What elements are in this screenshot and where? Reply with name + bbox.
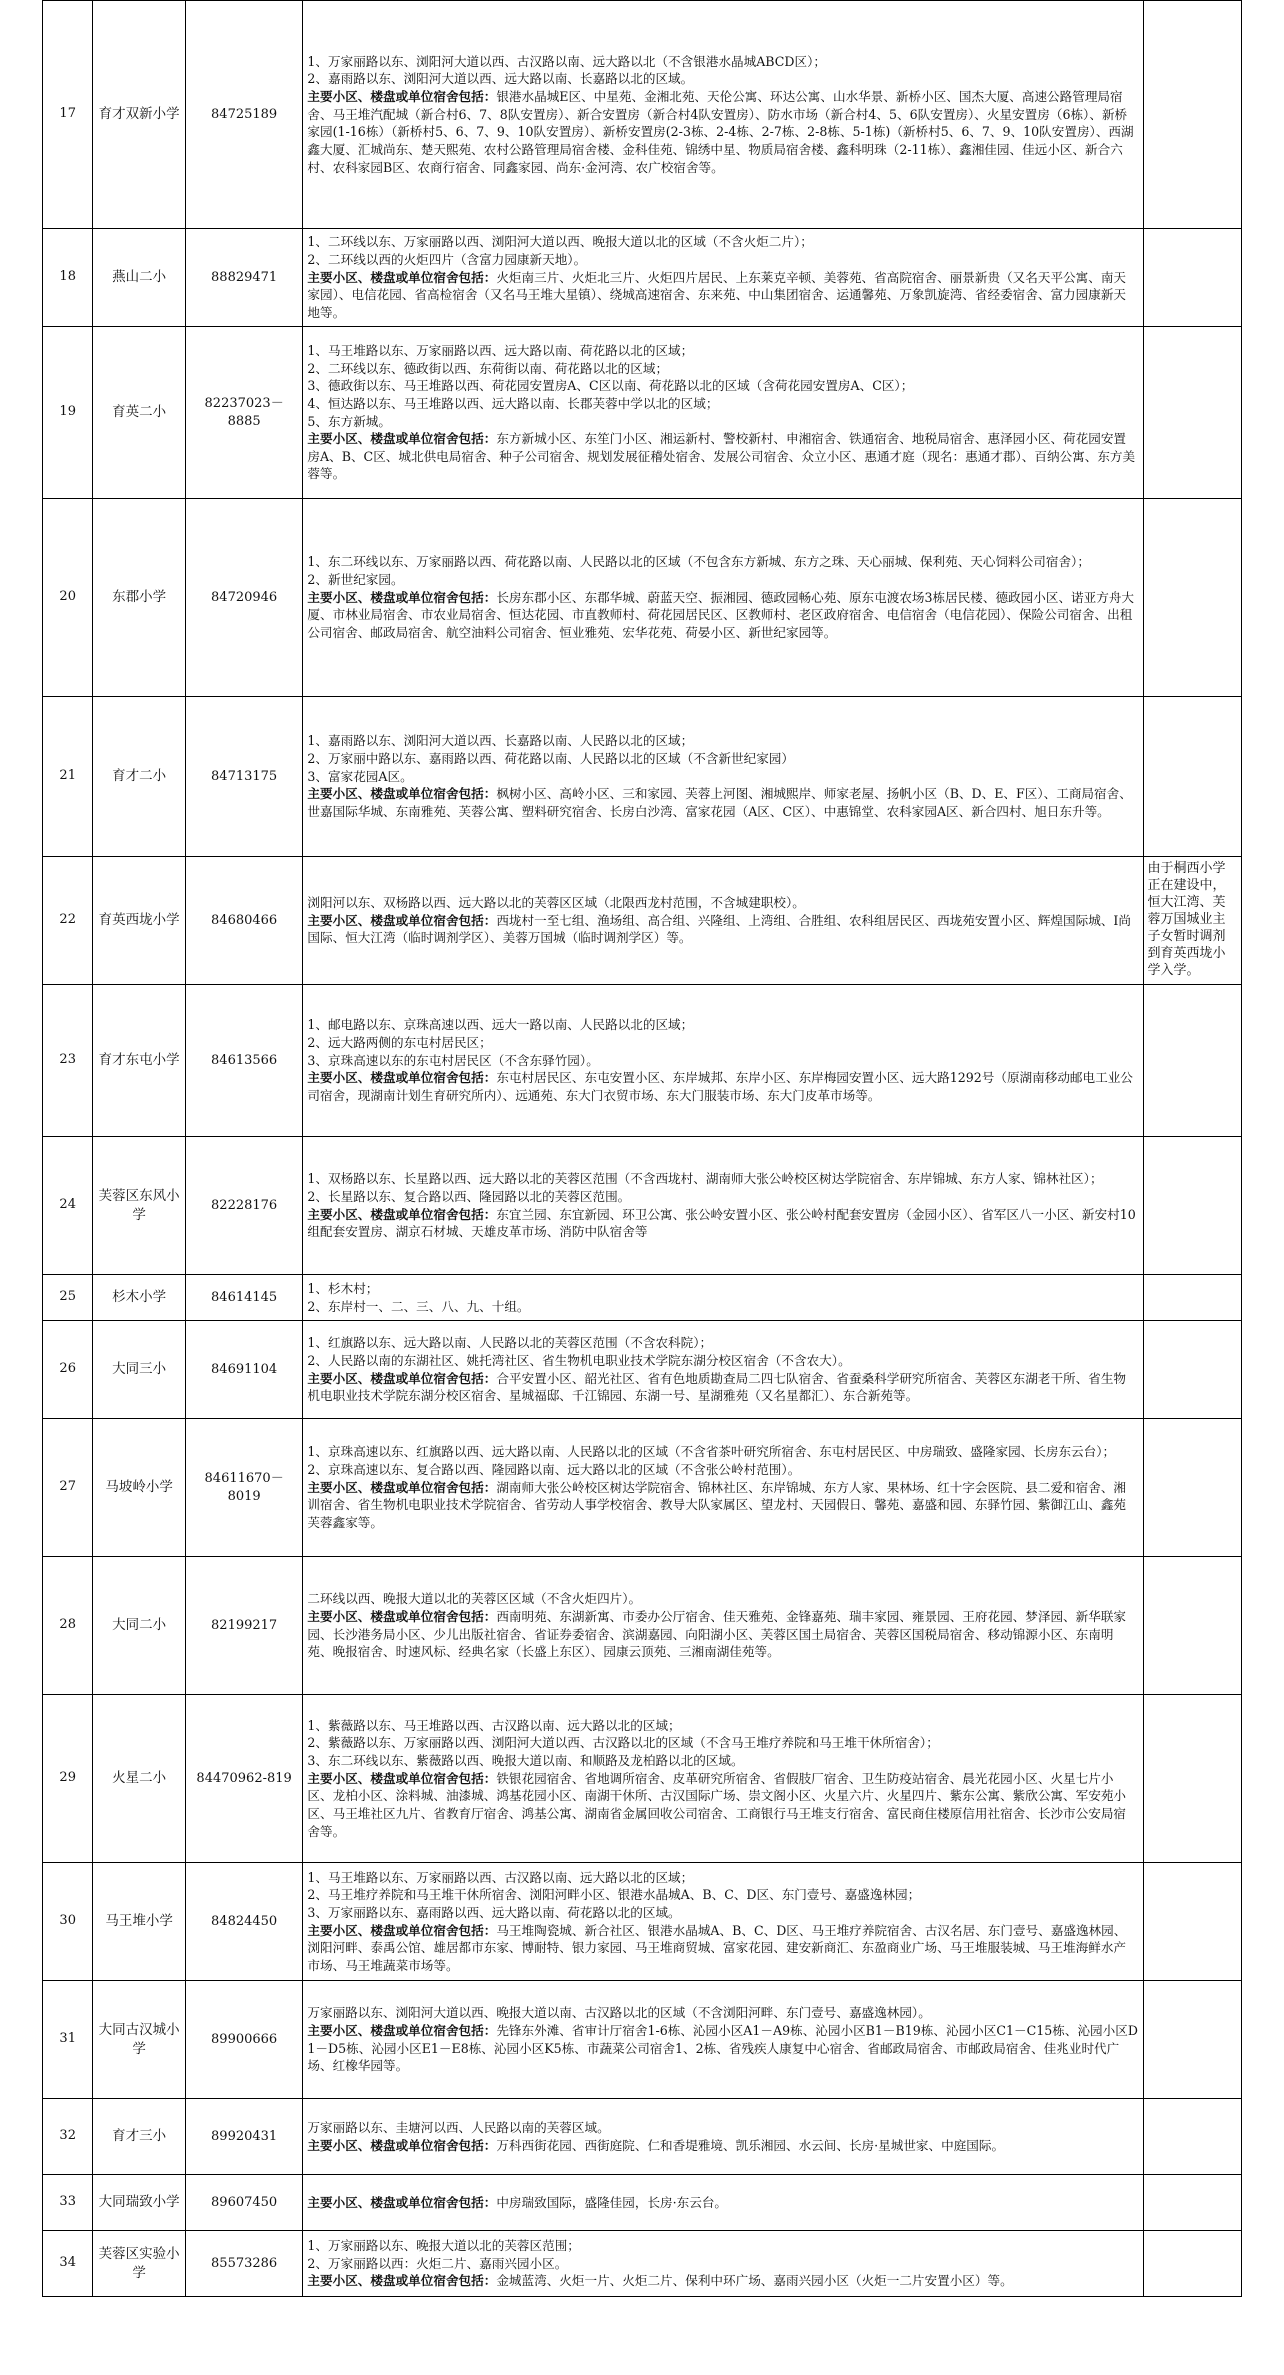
included-communities	[307, 1608, 1138, 1661]
table-row	[43, 1321, 1242, 1419]
row-number: 31	[43, 1981, 93, 2099]
table-row	[43, 229, 1242, 327]
school-name: 大同二小	[93, 1557, 185, 1695]
table-row	[43, 1137, 1242, 1275]
table-row	[43, 2231, 1242, 2297]
included-communities	[307, 785, 1138, 820]
row-number: 30	[43, 1863, 93, 1981]
remark	[1143, 1275, 1241, 1321]
included-communities-label: 主要小区、楼盘或单位宿舍包括：	[307, 1370, 497, 1386]
district-rule-line: 二环线以西、晚报大道以北的芙蓉区区域（不含火炬四片）。	[307, 1591, 642, 1607]
phone-number: 84713175	[185, 697, 303, 857]
phone-number: 84720946	[185, 499, 303, 697]
district-rule-line: 3、东二环线以东、紫薇路以西、晚报大道以南、和顺路及龙柏路以北的区域。	[307, 1753, 744, 1769]
phone-number: 88829471	[185, 229, 303, 327]
district-rule-line: 1、万家丽路以东、浏阳河大道以西、古汉路以南、远大路以北（不含银港水晶城ABCD区）；	[307, 53, 827, 69]
school-name: 育英西垅小学	[93, 857, 185, 985]
district-rule-line: 2、紫薇路以东、万家丽路以西、浏阳河大道以西、古汉路以北的区域（不含马王堆疗养院和马王堆干休所宿舍）；	[307, 1735, 939, 1751]
district-rule-line: 浏阳河以东、双杨路以西、远大路以北的芙蓉区区域（北限西龙村范围，不含城建职校）。	[307, 895, 805, 911]
school-name: 芙蓉区东风小学	[93, 1137, 185, 1275]
school-name: 燕山二小	[93, 229, 185, 327]
remark	[1143, 1, 1241, 229]
remark	[1143, 229, 1241, 327]
included-communities-list: 东宜兰园、东宜新园、环卫公寓、张公岭安置小区、张公岭村配套安置房（金园小区）、省军区八一小区、新安村10组配套安置房、湖京石材城、天雄皮革市场、消防中队宿舍等	[307, 1206, 1136, 1240]
phone-number: 82228176	[185, 1137, 303, 1275]
district-rule-line: 3、京珠高速以东的东屯村居民区（不含东驿竹园）。	[307, 1052, 599, 1068]
included-communities	[307, 430, 1138, 483]
district-description	[303, 2175, 1143, 2231]
district-rule-line: 3、富家花园A区。	[307, 768, 413, 784]
district-rule-line: 2、嘉雨路以东、浏阳河大道以西、远大路以南、长嘉路以北的区域。	[307, 71, 694, 87]
remark	[1143, 2231, 1241, 2297]
district-rule-line: 1、二环线以东、万家丽路以西、浏阳河大道以西、晚报大道以北的区域（不含火炬二片）；	[307, 234, 813, 250]
remark: 由于桐西小学正在建设中，恒大江湾、芙蓉万国城业主子女暂时调剂到育英西垅小学入学。	[1143, 857, 1241, 985]
included-communities-list: 万科西街花园、西街庭院、仁和香堤雅境、凯乐湘园、水云间、长房·星城世家、中庭国际。	[496, 2137, 1005, 2153]
phone-number: 84680466	[185, 857, 303, 985]
remark	[1143, 327, 1241, 499]
school-name: 育才双新小学	[93, 1, 185, 229]
district-description	[303, 1557, 1143, 1695]
included-communities-label: 主要小区、楼盘或单位宿舍包括：	[307, 1770, 497, 1786]
district-rule-line: 1、东二环线以东、万家丽路以西、荷花路以南、人民路以北的区域（不包含东方新城、东方之珠、天心丽城、保利苑、天心饲料公司宿舍）；	[307, 554, 1090, 570]
district-rule-line: 3、德政街以东、马王堆路以西、荷花园安置房A、C区以南、荷花路以北的区域（含荷花园安置房A、C区）；	[307, 378, 914, 394]
district-rule-line: 1、双杨路以东、长星路以西、远大路以北的芙蓉区范围（不含西垅村、湖南师大张公岭校区树达学院宿舍、东岸锦城、东方人家、锦林社区）；	[307, 1171, 1103, 1187]
included-communities-label: 主要小区、楼盘或单位宿舍包括：	[307, 1206, 497, 1222]
school-name: 育英二小	[93, 327, 185, 499]
remark	[1143, 1137, 1241, 1275]
phone-number: 89900666	[185, 1981, 303, 2099]
included-communities	[307, 2137, 1138, 2155]
school-name: 马王堆小学	[93, 1863, 185, 1981]
included-communities	[307, 1206, 1138, 1241]
row-number: 24	[43, 1137, 93, 1275]
included-communities-label: 主要小区、楼盘或单位宿舍包括：	[307, 2022, 497, 2038]
row-number: 28	[43, 1557, 93, 1695]
district-rule-line: 1、红旗路以东、远大路以南、人民路以北的芙蓉区范围（不含农科院）；	[307, 1335, 713, 1351]
table-row	[43, 1981, 1242, 2099]
school-name: 芙蓉区实验小学	[93, 2231, 185, 2297]
remark	[1143, 985, 1241, 1137]
district-description	[303, 2231, 1143, 2297]
included-communities-list: 东屯村居民区、东屯安置小区、东岸城邦、东岸小区、东岸梅园安置小区、远大路1292号（原湖南移动邮电工业公司宿舍，现湖南计划生育研究所内）、远通苑、东大门衣贸市场、东大门服装市场、东大门皮革市场等。	[307, 1070, 1133, 1103]
phone-number: 85573286	[185, 2231, 303, 2297]
included-communities	[307, 589, 1138, 642]
district-rule-line: 1、万家丽路以东、晚报大道以北的芙蓉区范围；	[307, 2238, 580, 2254]
row-number: 17	[43, 1, 93, 229]
remark	[1143, 1695, 1241, 1863]
table-row	[43, 1275, 1242, 1321]
district-description	[303, 1863, 1143, 1981]
row-number: 27	[43, 1419, 93, 1557]
school-name: 大同瑞致小学	[93, 2175, 185, 2231]
school-name: 杉木小学	[93, 1275, 185, 1321]
included-communities	[307, 88, 1138, 176]
district-rule-line: 1、紫薇路以东、马王堆路以西、古汉路以南、远大路以北的区域；	[307, 1717, 681, 1733]
included-communities	[307, 1479, 1138, 1532]
district-description	[303, 1981, 1143, 2099]
school-name: 大同三小	[93, 1321, 185, 1419]
included-communities-list: 中房瑞致国际，盛隆佳园，长房·东云台。	[496, 2194, 728, 2210]
district-rule-line: 1、马王堆路以东、万家丽路以西、古汉路以南、远大路以北的区域；	[307, 1869, 694, 1885]
district-description	[303, 2099, 1143, 2175]
district-description	[303, 1419, 1143, 1557]
included-communities	[307, 912, 1138, 947]
row-number: 33	[43, 2175, 93, 2231]
district-rule-line: 万家丽路以东、浏阳河大道以西、晚报大道以南、古汉路以北的区域（不含浏阳河畔、东门壹号、嘉盛逸林园）。	[307, 2005, 931, 2021]
included-communities	[307, 2272, 1138, 2290]
table-row	[43, 499, 1242, 697]
district-description	[303, 1275, 1143, 1321]
included-communities-label: 主要小区、楼盘或单位宿舍包括：	[307, 1922, 497, 1938]
included-communities	[307, 269, 1138, 322]
included-communities-label: 主要小区、楼盘或单位宿舍包括：	[307, 269, 497, 285]
included-communities-list: 枫树小区、高岭小区、三和家园、芙蓉上河图、湘城熙岸、师家老屋、扬帆小区（B、D、E、F区）、工商局宿舍、世嘉国际华城、东南雅苑、芙蓉公寓、塑料研究宿舍、长房白沙湾、富家花园（A区、C区）、中惠锦堂、农科家园A区、新合四村、旭日东升等。	[307, 786, 1132, 819]
phone-number: 84613566	[185, 985, 303, 1137]
included-communities	[307, 1370, 1138, 1405]
table-row	[43, 1695, 1242, 1863]
row-number: 19	[43, 327, 93, 499]
district-rule-line: 2、远大路两侧的东屯村居民区；	[307, 1035, 492, 1051]
included-communities	[307, 1069, 1138, 1104]
phone-number: 84614145	[185, 1275, 303, 1321]
district-rule-line: 2、东岸村一、二、三、八、九、十组。	[307, 1298, 530, 1314]
included-communities-list: 马王堆陶瓷城、新合社区、银港水晶城A、B、C、D区、马王堆疗养院宿舍、古汉名居、东门壹号、嘉盛逸林园、浏阳河畔、泰禹公馆、雄居都市东家、博耐特、银力家园、马王堆商贸城、富家花园、建安新商汇、东盈商业广场、马王堆服装城、马王堆海鲜水产市场、马王堆蔬菜市场等。	[307, 1922, 1127, 1973]
district-rule-line: 1、京珠高速以东、红旗路以西、远大路以南、人民路以北的区域（不含省茶叶研究所宿舍、东屯村居民区、中房瑞致、盛隆家园、长房东云台）；	[307, 1444, 1116, 1460]
district-description	[303, 857, 1143, 985]
district-rule-line: 1、嘉雨路以东、浏阳河大道以西、长嘉路以南、人民路以北的区域；	[307, 733, 694, 749]
school-name: 马坡岭小学	[93, 1419, 185, 1557]
district-rule-line: 万家丽路以东、圭塘河以西、人民路以南的芙蓉区域。	[307, 2119, 610, 2135]
district-description	[303, 327, 1143, 499]
row-number: 23	[43, 985, 93, 1137]
school-district-table	[42, 0, 1242, 2297]
included-communities	[307, 1770, 1138, 1841]
table-body	[43, 1, 1242, 2297]
row-number: 25	[43, 1275, 93, 1321]
district-description	[303, 1321, 1143, 1419]
row-number: 26	[43, 1321, 93, 1419]
included-communities-list: 长房东郡小区、东郡华城、蔚蓝天空、振湘园、德政园畅心苑、原东屯渡农场3栋居民楼、德政园小区、诺亚方舟大厦、市林业局宿舍、市农业局宿舍、恒达花园、市直教师村、荷花园居民区、区教师村、老区政府宿舍、电信宿舍（电信花园）、保险公司宿舍、出租公司宿舍、邮政局宿舍、航空油料公司宿舍、恒业雅苑、宏华花苑、荷晏小区、新世纪家园等。	[307, 589, 1135, 640]
district-rule-line: 2、二环线以东、德政街以西、东荷街以南、荷花路以北的区域；	[307, 360, 669, 376]
remark	[1143, 1981, 1241, 2099]
district-rule-line: 2、新世纪家园。	[307, 572, 404, 588]
included-communities	[307, 2194, 1138, 2212]
phone-number: 89920431	[185, 2099, 303, 2175]
included-communities-label: 主要小区、楼盘或单位宿舍包括：	[307, 431, 497, 447]
district-rule-line: 3、万家丽路以东、嘉雨路以西、远大路以南、荷花路以北的区域。	[307, 1904, 681, 1920]
district-rule-line: 1、马王堆路以东、万家丽路以西、远大路以南、荷花路以北的区域；	[307, 343, 694, 358]
remark	[1143, 1321, 1241, 1419]
district-rule-line: 2、万家丽路以西：火炬二片、嘉雨兴园小区。	[307, 2255, 568, 2271]
phone-number: 82199217	[185, 1557, 303, 1695]
included-communities-label: 主要小区、楼盘或单位宿舍包括：	[307, 786, 497, 802]
district-description	[303, 229, 1143, 327]
included-communities	[307, 1922, 1138, 1975]
row-number: 32	[43, 2099, 93, 2175]
included-communities-list: 东方新城小区、东笙门小区、湘运新村、警校新村、申湘宿舍、铁通宿舍、地税局宿舍、惠泽园小区、荷花园安置房A、B、C区、城北供电局宿舍、种子公司宿舍、规划发展征稽处宿舍、发展公司宿舍、众立小区、惠通才庭（现名：惠通才郡）、百纳公寓、东方美蓉等。	[307, 431, 1136, 482]
remark	[1143, 2099, 1241, 2175]
phone-number: 84824450	[185, 1863, 303, 1981]
included-communities-label: 主要小区、楼盘或单位宿舍包括：	[307, 89, 497, 105]
phone-number: 84725189	[185, 1, 303, 229]
district-rule-line: 4、恒达路以东、马王堆路以西、远大路以南、长郡芙蓉中学以北的区域；	[307, 395, 719, 411]
included-communities-label: 主要小区、楼盘或单位宿舍包括：	[307, 1608, 497, 1624]
table-row	[43, 1863, 1242, 1981]
included-communities-list: 西南明苑、东湖新寓、市委办公厅宿舍、佳天雅苑、金锋嘉苑、瑞丰家园、雍景园、王府花园、梦泽园、新华联家园、长沙港务局小区、少儿出版社宿舍、省证券委宿舍、滨湖嘉园、向阳湖小区、芙蓉区国土局宿舍、芙蓉区国税局宿舍、移动锦源小区、东南明苑、晚报宿舍、时速风标、经典名家（长盛上东区）、园康云顶苑、三湘南湖佳苑等。	[307, 1608, 1127, 1660]
table-row	[43, 2099, 1242, 2175]
row-number: 18	[43, 229, 93, 327]
table-row	[43, 327, 1242, 499]
district-rule-line: 2、万家丽中路以东、嘉雨路以西、荷花路以南、人民路以北的区域（不含新世纪家园）	[307, 751, 794, 767]
included-communities-label: 主要小区、楼盘或单位宿舍包括：	[307, 589, 497, 605]
remark	[1143, 499, 1241, 697]
district-description	[303, 697, 1143, 857]
included-communities-label: 主要小区、楼盘或单位宿舍包括：	[307, 2137, 497, 2153]
district-rule-line: 1、邮电路以东、京珠高速以西、远大一路以南、人民路以北的区域；	[307, 1017, 694, 1033]
row-number: 20	[43, 499, 93, 697]
included-communities-list: 金城蓝湾、火炬一片、火炬二片、保利中环广场、嘉雨兴园小区（火炬一二片安置小区）等。	[496, 2273, 1013, 2289]
included-communities-list: 西垅村一至七组、渔场组、高合组、兴隆组、上湾组、合胜组、农科组居民区、西垅苑安置小区、辉煌国际城、I尚国际、恒大江湾（临时调剂学区）、美蓉万国城（临时调剂学区）等。	[307, 912, 1131, 946]
phone-number: 84611670－8019	[185, 1419, 303, 1557]
school-name: 育才东屯小学	[93, 985, 185, 1137]
included-communities-label: 主要小区、楼盘或单位宿舍包括：	[307, 2273, 497, 2289]
district-description	[303, 985, 1143, 1137]
included-communities-label: 主要小区、楼盘或单位宿舍包括：	[307, 912, 497, 928]
table-row	[43, 2175, 1242, 2231]
included-communities-label: 主要小区、楼盘或单位宿舍包括：	[307, 2194, 497, 2210]
remark	[1143, 1419, 1241, 1557]
row-number: 21	[43, 697, 93, 857]
included-communities-list: 铁银花园宿舍、省地调所宿舍、皮革研究所宿舍、省假肢厂宿舍、卫生防疫站宿舍、晨光花园小区、火星七片小区、龙柏小区、涂料城、油漆城、鸿基花园小区、南湖干休所、古汉国际广场、崇文阁小区、火星六片、火星四片、紫东公寓、紫欣公寓、军安苑小区、马王堆社区九片、省教育厅宿舍、鸿基公寓、湖南省金属回收公司宿舍、工商银行马王堆支行宿舍、富民商住楼原信用社宿舍、长沙市公安局宿舍等。	[307, 1770, 1127, 1839]
phone-number: 84691104	[185, 1321, 303, 1419]
school-name: 火星二小	[93, 1695, 185, 1863]
district-rule-line: 2、京珠高速以东、复合路以西、隆园路以南、远大路以北的区域（不含张公岭村范围）。	[307, 1462, 801, 1478]
table-row	[43, 985, 1242, 1137]
district-description	[303, 1137, 1143, 1275]
included-communities-label: 主要小区、楼盘或单位宿舍包括：	[307, 1479, 497, 1495]
school-name: 育才三小	[93, 2099, 185, 2175]
remark	[1143, 1863, 1241, 1981]
table-row	[43, 697, 1242, 857]
table-row	[43, 857, 1242, 985]
row-number: 34	[43, 2231, 93, 2297]
table-row	[43, 1, 1242, 229]
phone-number: 89607450	[185, 2175, 303, 2231]
district-rule-line: 2、二环线以西的火炬四片（含富力园康新天地）。	[307, 252, 587, 268]
school-name: 东郡小学	[93, 499, 185, 697]
district-description	[303, 499, 1143, 697]
district-rule-line: 5、东方新城。	[307, 413, 391, 429]
included-communities-list: 湖南师大张公岭校区树达学院宿舍、锦林社区、东岸锦城、东方人家、果林场、红十字会医院、县二爱和宿舍、湘训宿舍、省生物机电职业技术学院宿舍、省劳动人事学校宿舍、教导大队家属区、望龙村、天园假日、馨苑、嘉盛和园、东驿竹园、紫御江山、鑫苑芙蓉鑫家等。	[307, 1479, 1127, 1530]
included-communities-label: 主要小区、楼盘或单位宿舍包括：	[307, 1070, 497, 1086]
row-number: 29	[43, 1695, 93, 1863]
included-communities	[307, 2022, 1138, 2075]
remark	[1143, 2175, 1241, 2231]
district-rule-line: 2、长星路以东、复合路以西、隆园路以北的芙蓉区范围。	[307, 1188, 631, 1204]
row-number: 22	[43, 857, 93, 985]
district-rule-line: 1、杉木村；	[307, 1280, 379, 1296]
phone-number: 84470962-819	[185, 1695, 303, 1863]
school-name: 育才二小	[93, 697, 185, 857]
included-communities-list: 合平安置小区、韶光社区、省有色地质勘查局二四七队宿舍、省蚕桑科学研究所宿舍、芙蓉区东湖老干所、省生物机电职业技术学院东湖分校区宿舍、星城福邸、千江锦园、东湖一号、星湖雅苑（又名星都汇）、东合新苑等。	[307, 1370, 1127, 1404]
district-rule-line: 2、人民路以南的东湖社区、姚托湾社区、省生物机电职业技术学院东湖分校区宿舍（不含农大）。	[307, 1352, 851, 1368]
district-description	[303, 1695, 1143, 1863]
district-description	[303, 1, 1143, 229]
included-communities-list: 火炬南三片、火炬北三片、火炬四片居民、上东莱克辛顿、美蓉苑、省高院宿舍、丽景新贵（又名天平公寓、南天家园）、电信花园、省高检宿舍（又名马王堆大星镇）、绕城高速宿舍、东来苑、中山集团宿舍、运通馨苑、万象凯旋湾、省经委宿舍、富力园康新天地等。	[307, 269, 1127, 320]
phone-number: 82237023－8885	[185, 327, 303, 499]
included-communities-list: 先锋东外滩、省审计厅宿舍1-6栋、沁园小区A1－A9栋、沁园小区B1－B19栋、沁园小区C1－C15栋、沁园小区D1－D5栋、沁园小区E1－E8栋、沁园小区K5栋、市蔬菜公司宿舍1、2栋、省残疾人康复中心宿舍、省邮政局宿舍、市邮政局宿舍、佳兆业时代广场、红橡华园等。	[307, 2022, 1138, 2074]
remark	[1143, 1557, 1241, 1695]
included-communities-list: 银港水晶城E区、中星苑、金湘北苑、天伦公寓、环达公寓、山水华景、新桥小区、国杰大厦、高速公路管理局宿舍、马王堆汽配城（新合村6、7、8队安置房）、新合安置房（新合村4队安置房）、防水市场（新合村4、5、6队安置房）、火星安置房（6栋）、新桥家园(1-16栋）（新桥村5、6、7、9、10队安置房）、新桥安置房(2-3栋、2-4栋、2-7栋、2-8栋、5-1栋)（新桥村5、6、7、9、10队安置房）、西湖鑫大厦、汇城尚东、楚天熙苑、农村公路管理局宿舍楼、金科佳苑、锦绣中星、物质局宿舍楼、鑫科明珠（2-11栋）、鑫湘佳园、佳远小区、新合六村、农科家园B区、农商行宿舍、同鑫家园、尚东·金河湾、农广校宿舍等。	[307, 89, 1134, 175]
remark	[1143, 697, 1241, 857]
table-row	[43, 1419, 1242, 1557]
school-name: 大同古汉城小学	[93, 1981, 185, 2099]
district-rule-line: 2、马王堆疗养院和马王堆干休所宿舍、浏阳河畔小区、银港水晶城A、B、C、D区、东门壹号、嘉盛逸林园；	[307, 1887, 921, 1903]
table-row	[43, 1557, 1242, 1695]
